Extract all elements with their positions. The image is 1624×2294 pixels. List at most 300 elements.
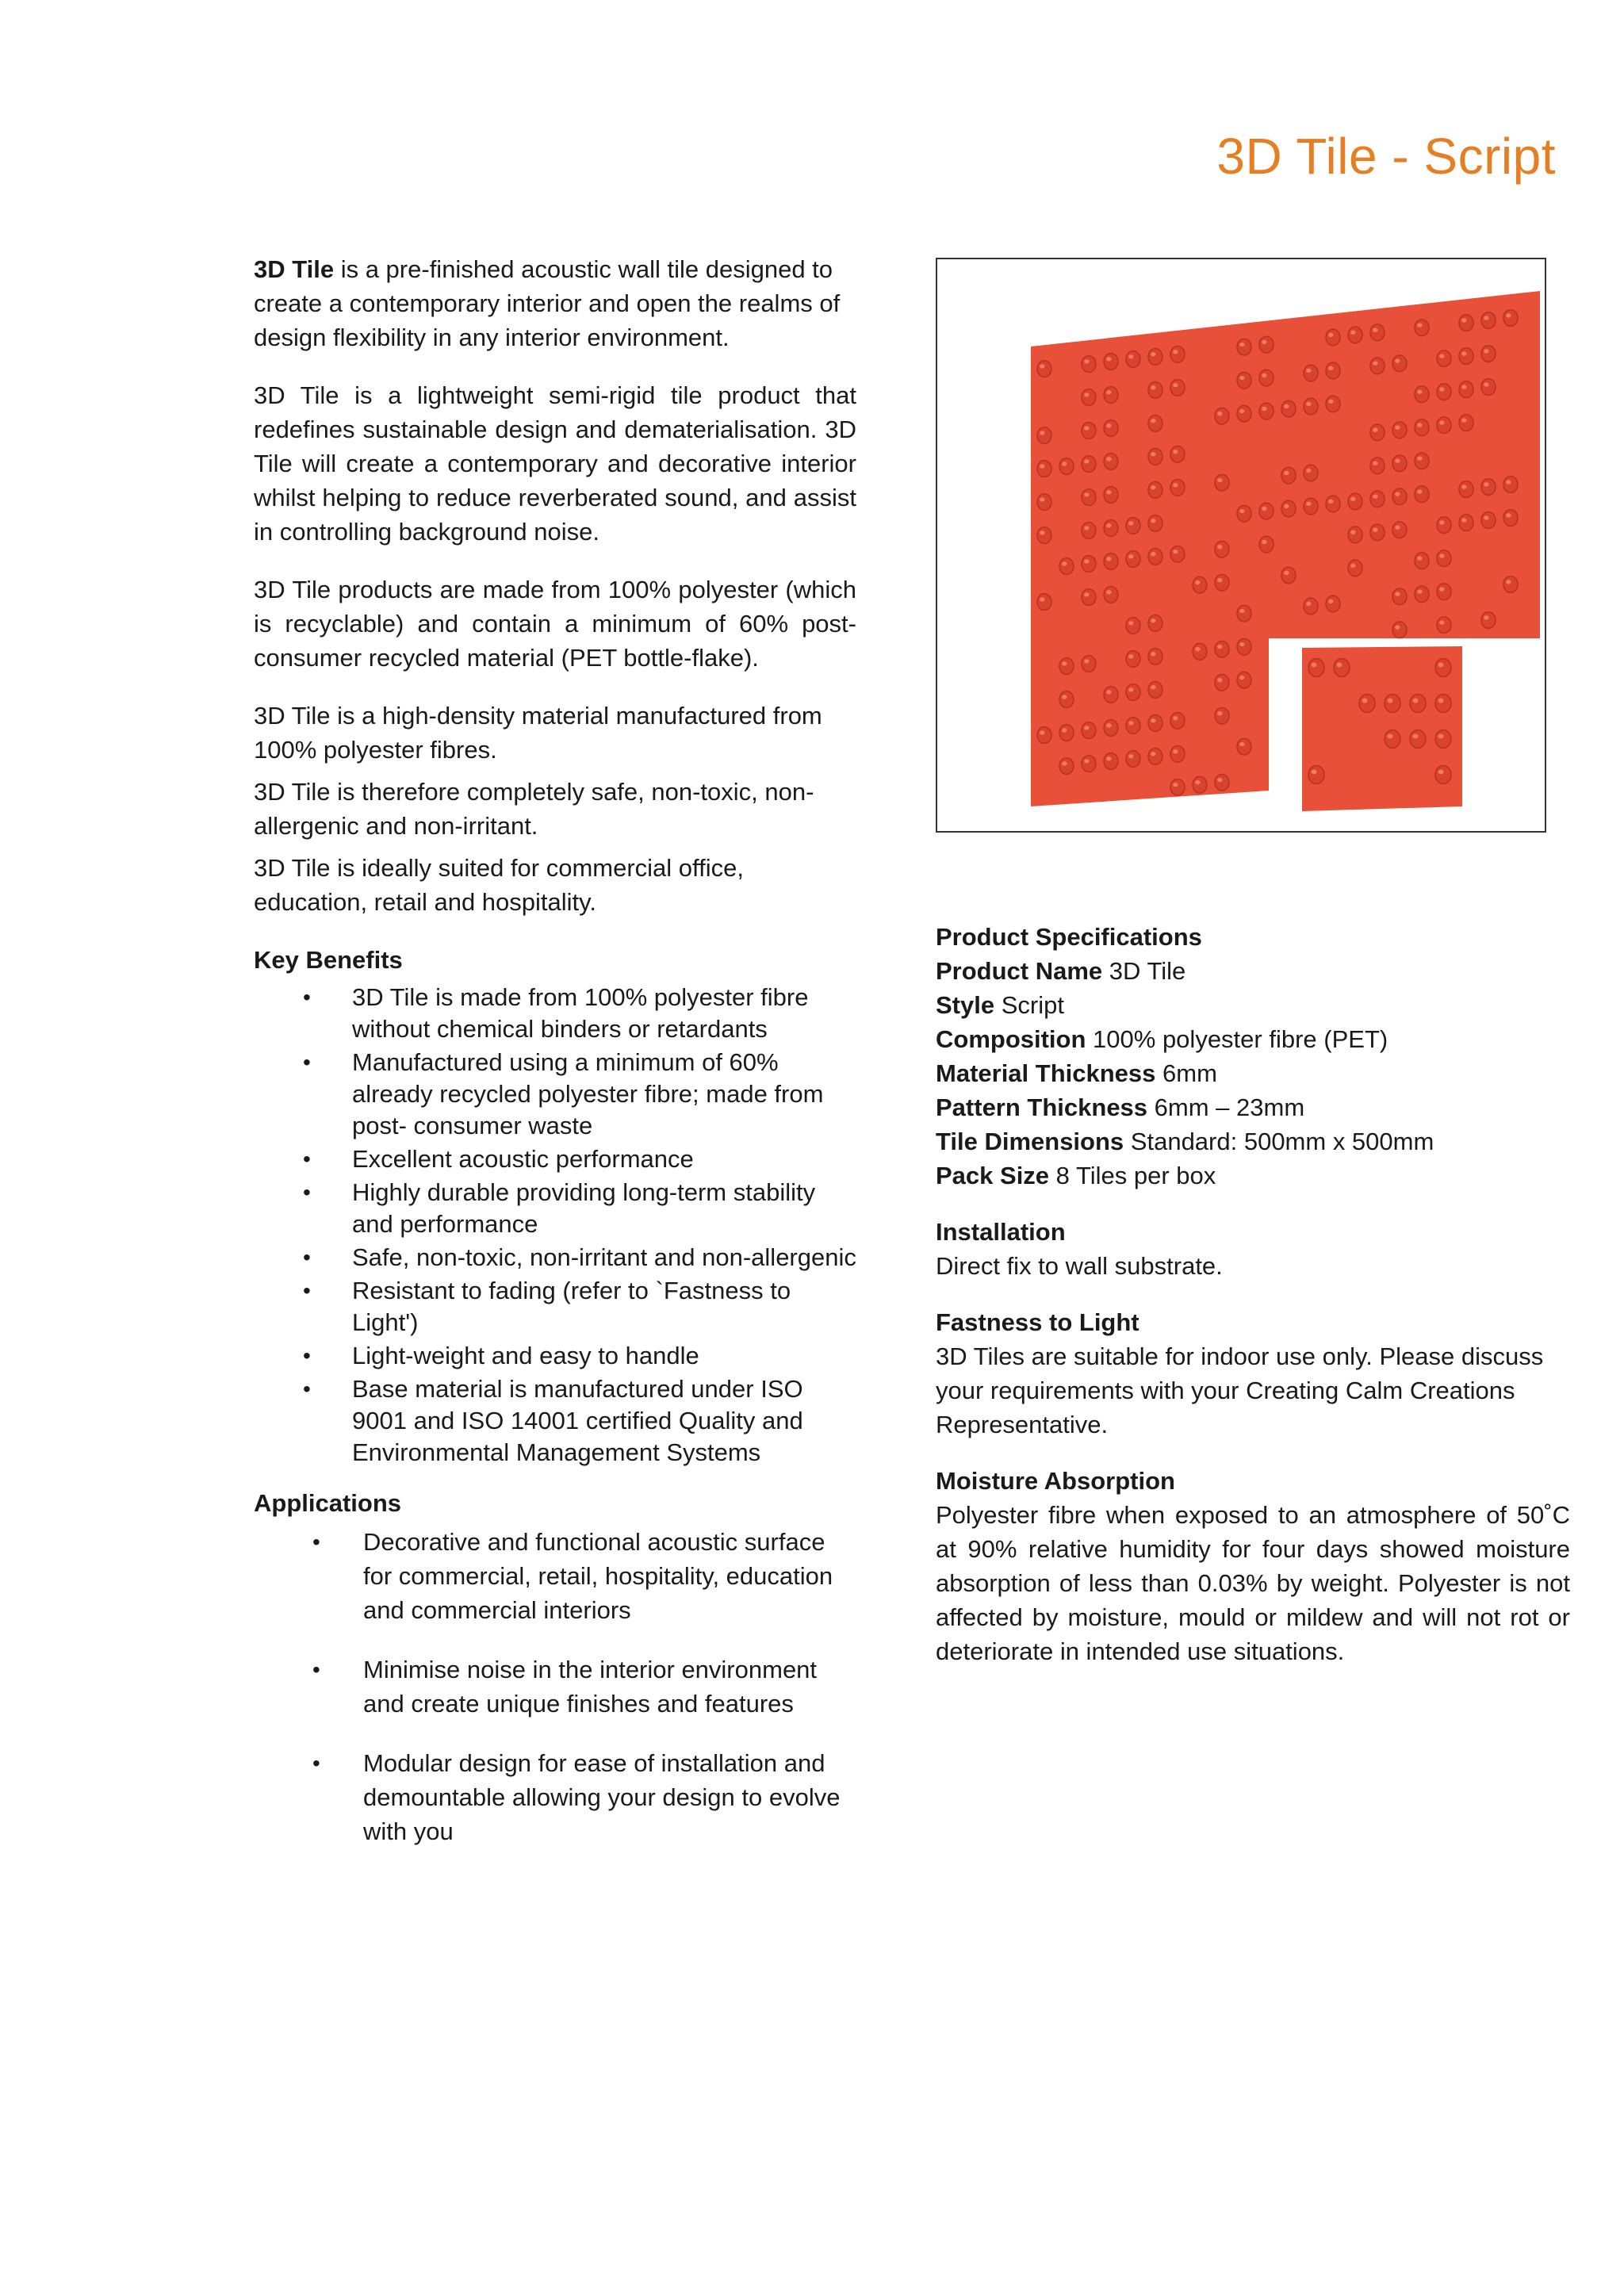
tile-bump-highlight <box>1128 721 1133 725</box>
tile-bump <box>1415 553 1429 569</box>
tile-bump-highlight <box>1106 390 1111 394</box>
spec-key: Pattern Thickness <box>936 1093 1148 1121</box>
tile-bump <box>1237 638 1251 655</box>
tile-bump <box>1215 641 1229 657</box>
tile-bump-highlight <box>1461 518 1466 522</box>
tile-bump-highlight <box>1239 376 1244 380</box>
tile-bump-highlight <box>1395 425 1400 429</box>
tile-bump-highlight <box>1128 521 1133 525</box>
bullet-icon: • <box>312 1530 320 1554</box>
tile-bump <box>1170 745 1185 762</box>
bullet-icon: • <box>312 1657 320 1682</box>
fastness-section <box>936 1305 1570 1442</box>
tile-bump-highlight <box>1239 409 1244 413</box>
tile-bump <box>1037 527 1051 544</box>
tile-bump <box>1348 327 1362 343</box>
tile-bump-highlight <box>1151 752 1155 756</box>
tile-bump <box>1104 487 1118 504</box>
tile-bump-highlight <box>1306 369 1311 373</box>
benefit-text: Resistant to fading (refer to `Fastness to Light') <box>352 1277 791 1336</box>
tile-bump <box>1082 656 1096 672</box>
tile-bump <box>1437 550 1451 567</box>
tile-bump <box>1259 403 1274 419</box>
tile-bump <box>1237 372 1251 389</box>
tile-bump <box>1148 649 1162 665</box>
tile-bump-highlight <box>1151 385 1155 389</box>
tile-bump-highlight <box>1062 761 1067 765</box>
tile-bump-highlight <box>1395 358 1400 362</box>
intro-paragraph-6: 3D Tile is ideally suited for commercial office, education, retail and hospitality. <box>254 854 744 916</box>
tile-bump <box>1370 524 1385 541</box>
left-column <box>254 252 856 1874</box>
tile-bump-highlight <box>1337 663 1342 668</box>
tile-bump <box>1392 355 1407 372</box>
benefit-item <box>254 1143 856 1175</box>
moisture-heading: Moisture Absorption <box>936 1467 1175 1495</box>
tile-bump-highlight <box>1151 718 1155 722</box>
tile-bump <box>1037 461 1051 477</box>
tile-bump-highlight <box>1239 676 1244 680</box>
tile-bump-highlight <box>1173 383 1178 387</box>
tile-bump-highlight <box>1084 726 1089 730</box>
tile-bump <box>1281 467 1296 484</box>
tile-bump <box>1304 598 1318 615</box>
tile-bump-highlight <box>1350 331 1355 335</box>
tile-bump <box>1370 458 1385 474</box>
tile-bump-highlight <box>1084 559 1089 563</box>
tile-bump-highlight <box>1350 497 1355 501</box>
tile-bump-highlight <box>1217 778 1222 782</box>
tile-bump-highlight <box>1395 625 1400 629</box>
tile-bump <box>1237 605 1251 622</box>
tile-bump-highlight <box>1239 509 1244 513</box>
tile-bump-highlight <box>1438 734 1444 739</box>
tile-bump-highlight <box>1328 599 1333 603</box>
tile-bump <box>1437 350 1451 367</box>
moisture-text: Polyester fibre when exposed to an atmosphere of 50˚C at 90% relative humidity for four days showed moisture absorption of less than 0.03% by weight. Polyester is not affected by moisture, mould or mildew and will not rot or deteriorate in intended use situations. <box>936 1501 1570 1665</box>
tile-bump <box>1437 584 1451 600</box>
tile-bump <box>1348 560 1362 576</box>
tile-bump-highlight <box>1395 492 1400 496</box>
tile-bump-highlight <box>1484 615 1488 619</box>
tile-bump-highlight <box>1328 333 1333 337</box>
tile-bump <box>1059 691 1074 708</box>
tile-bump <box>1326 329 1340 346</box>
tile-bump-highlight <box>1128 754 1133 758</box>
tile-bump <box>1392 588 1407 605</box>
tile-bump-highlight <box>1373 495 1377 499</box>
tile-bump <box>1082 389 1096 406</box>
tile-bump-highlight <box>1084 592 1089 596</box>
tile-bump <box>1193 776 1207 793</box>
tile-bump-highlight <box>1461 484 1466 488</box>
tile-bump <box>1104 354 1118 370</box>
tile-bump-highlight <box>1040 364 1044 368</box>
spec-key: Composition <box>936 1025 1086 1053</box>
tile-bump <box>1037 594 1051 611</box>
tile-bump <box>1304 465 1318 481</box>
benefit-text: Light-weight and easy to handle <box>352 1342 699 1369</box>
tile-bump-highlight <box>1461 418 1466 422</box>
intro-paragraph-1 <box>254 252 856 354</box>
bullet-icon: • <box>303 985 311 1009</box>
tile-bump <box>1148 482 1162 499</box>
benefit-text: Safe, non-toxic, non-irritant and non-allergenic <box>352 1243 856 1271</box>
tile-bump-highlight <box>1195 647 1200 651</box>
tile-bump <box>1259 503 1274 519</box>
spec-value: 8 Tiles per box <box>1055 1162 1216 1189</box>
tile-bump-highlight <box>1284 504 1289 508</box>
tile-bump-highlight <box>1128 621 1133 625</box>
tile-bump <box>1082 556 1096 573</box>
tile-bump <box>1148 749 1162 765</box>
tile-bump-highlight <box>1151 652 1155 656</box>
tile-bump <box>1308 659 1324 677</box>
tile-bump <box>1082 456 1096 473</box>
bullet-icon: • <box>303 1050 311 1074</box>
tile-bump-highlight <box>1439 620 1444 624</box>
tile-bump-highlight <box>1262 373 1266 377</box>
tile-bump <box>1148 449 1162 465</box>
tile-bump-highlight <box>1395 525 1400 529</box>
tile-bump <box>1415 486 1429 503</box>
tile-bump-highlight <box>1306 502 1311 506</box>
tile-bump-highlight <box>1306 602 1311 606</box>
tile-bump <box>1481 346 1496 362</box>
tile-bump-highlight <box>1084 459 1089 463</box>
tile-bump-highlight <box>1506 513 1511 517</box>
spec-row-tile-dimensions <box>936 1124 1570 1158</box>
tile-bump <box>1215 408 1229 424</box>
tile-bump <box>1459 515 1473 531</box>
benefit-item <box>254 1177 856 1240</box>
tile-bump <box>1148 416 1162 432</box>
bullet-icon: • <box>303 1245 311 1270</box>
tile-bump <box>1082 356 1096 373</box>
tile-bump-highlight <box>1417 489 1422 493</box>
tile-bump <box>1459 348 1473 365</box>
tile-bump-highlight <box>1362 699 1368 703</box>
benefit-item <box>254 1340 856 1372</box>
tile-bump <box>1437 417 1451 434</box>
tile-bump-highlight <box>1373 328 1377 332</box>
application-text: Decorative and functional acoustic surface for commercial, retail, hospitality, education and commercial interiors <box>363 1528 833 1624</box>
tile-bump <box>1415 586 1429 603</box>
tile-bump <box>1237 505 1251 522</box>
tile-bump <box>1104 720 1118 737</box>
tile-bump <box>1481 612 1496 629</box>
tile-bump-highlight <box>1438 699 1444 703</box>
tile-bump-highlight <box>1151 419 1155 423</box>
tile-bump-highlight <box>1151 485 1155 489</box>
tile-bump-highlight <box>1328 500 1333 504</box>
tile-bump <box>1503 576 1518 593</box>
tile-bump <box>1503 310 1518 327</box>
tile-bump-highlight <box>1173 450 1178 454</box>
tile-bump-highlight <box>1417 323 1422 327</box>
intro-paragraph-3: 3D Tile products are made from 100% polyester (which is recyclable) and contain a minimum of 60% post-consumer recycled material (PET bottle-flake). <box>254 576 856 672</box>
tile-bump <box>1326 396 1340 412</box>
tile-bump <box>1037 494 1051 511</box>
tile-bump-highlight <box>1084 659 1089 663</box>
tile-bump <box>1392 622 1407 638</box>
tile-bump-highlight <box>1151 452 1155 456</box>
tile-bump <box>1392 488 1407 505</box>
tile-bump <box>1259 336 1274 353</box>
tile-bump <box>1435 730 1451 749</box>
tile-bump-highlight <box>1439 553 1444 557</box>
tile-bump-highlight <box>1173 350 1178 354</box>
tile-bump-highlight <box>1106 457 1111 461</box>
tile-bump-highlight <box>1128 354 1133 358</box>
tile-bump <box>1459 315 1473 331</box>
tile-bump <box>1304 365 1318 381</box>
tile-bump-highlight <box>1084 759 1089 763</box>
tile-bump-highlight <box>1350 564 1355 568</box>
spec-key: Product Name <box>936 957 1103 985</box>
tile-bump <box>1148 682 1162 699</box>
tile-bump <box>1170 779 1185 795</box>
spec-value: 6mm <box>1162 1059 1217 1087</box>
tile-bump-highlight <box>1040 464 1044 468</box>
benefit-text: 3D Tile is made from 100% polyester fibre without chemical binders or retardants <box>352 983 809 1043</box>
benefit-item <box>254 1275 856 1338</box>
tile-bump <box>1437 617 1451 634</box>
benefit-item <box>254 1373 856 1469</box>
tile-bump-highlight <box>1306 469 1311 473</box>
application-item <box>254 1525 856 1627</box>
tile-bump-highlight <box>1062 728 1067 732</box>
tile-bump <box>1126 618 1140 634</box>
intro-paragraph-1-text: is a pre-finished acoustic wall tile designed to create a contemporary interior and open the realms of design flexibility in any interior environment. <box>254 255 841 351</box>
tile-bump <box>1215 707 1229 724</box>
tile-bump-highlight <box>1439 520 1444 524</box>
spec-value: 6mm – 23mm <box>1154 1093 1305 1121</box>
tile-bump-highlight <box>1439 420 1444 424</box>
tile-bump <box>1281 567 1296 584</box>
installation-text: Direct fix to wall substrate. <box>936 1252 1223 1280</box>
tile-bump <box>1437 384 1451 400</box>
tile-bump-highlight <box>1484 382 1488 386</box>
tile-bump-highlight <box>1438 663 1444 668</box>
tile-bump-highlight <box>1040 530 1044 534</box>
tile-bump <box>1410 695 1426 713</box>
tile-bump-highlight <box>1506 313 1511 317</box>
tile-bump-highlight <box>1128 654 1133 658</box>
intro-paragraph-2: 3D Tile is a lightweight semi-rigid tile product that redefines sustainable design and dematerialisation. 3D Tile will create a contemporary and decorative interior whilst helping to reduce reverberated sound, and assist in controlling background noise. <box>254 381 856 546</box>
application-item <box>254 1746 856 1848</box>
tile-bump-highlight <box>1151 552 1155 556</box>
tile-bump-highlight <box>1413 699 1419 703</box>
tile-bump <box>1481 379 1496 396</box>
tile-bump-highlight <box>1484 316 1488 320</box>
tile-bump <box>1237 339 1251 355</box>
benefit-item <box>254 1047 856 1142</box>
tile-bump-highlight <box>1373 461 1377 465</box>
tile-bump-highlight <box>1173 783 1178 787</box>
bullet-icon: • <box>312 1751 320 1775</box>
application-text: Minimise noise in the interior environment and create unique finishes and features <box>363 1656 818 1718</box>
tile-bump <box>1037 727 1051 744</box>
tile-bump <box>1459 415 1473 431</box>
tile-bump-highlight <box>1040 730 1044 734</box>
tile-bump-highlight <box>1062 561 1067 565</box>
spec-key: Tile Dimensions <box>936 1128 1124 1155</box>
tile-bump <box>1148 382 1162 399</box>
tile-bump-highlight <box>1106 423 1111 427</box>
tile-bump-highlight <box>1262 340 1266 344</box>
tile-bump-highlight <box>1328 366 1333 370</box>
tile-bump <box>1148 615 1162 632</box>
tile-bump-highlight <box>1084 492 1089 496</box>
tile-bump <box>1126 718 1140 734</box>
tile-bump <box>1215 674 1229 691</box>
application-item <box>254 1653 856 1721</box>
tile-bump-highlight <box>1417 556 1422 560</box>
fastness-heading: Fastness to Light <box>936 1308 1139 1336</box>
tile-bump-highlight <box>1217 578 1222 582</box>
tile-bump <box>1308 766 1324 784</box>
tile-bump <box>1385 695 1400 713</box>
tile-bump <box>1410 730 1426 749</box>
tile-bump-highlight <box>1373 362 1377 366</box>
tile-illustration <box>937 259 1545 831</box>
tile-bump-highlight <box>1506 580 1511 584</box>
tile-bump <box>1126 551 1140 568</box>
tile-bump-highlight <box>1106 756 1111 760</box>
tile-bump-highlight <box>1395 458 1400 462</box>
tile-bump <box>1104 454 1118 470</box>
tile-bump-highlight <box>1040 597 1044 601</box>
tile-bump <box>1104 687 1118 703</box>
benefit-text: Highly durable providing long-term stability and performance <box>352 1178 816 1238</box>
intro-paragraph-5: 3D Tile is therefore completely safe, non-toxic, non-allergenic and non-irritant. <box>254 778 814 840</box>
bullet-icon: • <box>303 1343 311 1368</box>
tile-bump <box>1392 422 1407 439</box>
tile-bump-highlight <box>1284 404 1289 408</box>
spec-row-pattern-thickness <box>936 1090 1570 1124</box>
tile-bump <box>1459 481 1473 498</box>
tile-bump-highlight <box>1217 545 1222 549</box>
tile-bump <box>1281 500 1296 517</box>
tile-bump-highlight <box>1461 318 1466 322</box>
tile-bump-highlight <box>1173 716 1178 720</box>
tile-bump-highlight <box>1373 428 1377 432</box>
tile-bump <box>1104 553 1118 570</box>
tile-bump <box>1170 546 1185 562</box>
right-column <box>936 920 1570 1668</box>
tile-bump <box>1104 587 1118 603</box>
tile-bump-highlight <box>1438 770 1444 775</box>
tile-bump-highlight <box>1151 685 1155 689</box>
tile-bump-highlight <box>1062 661 1067 665</box>
installation-heading: Installation <box>936 1218 1066 1246</box>
tile-bump <box>1415 453 1429 469</box>
tile-bump-highlight <box>1040 497 1044 501</box>
tile-bump-highlight <box>1195 780 1200 784</box>
tile-bump <box>1193 576 1207 593</box>
tile-bump <box>1415 320 1429 336</box>
tile-bump-highlight <box>1484 349 1488 353</box>
tile-bump <box>1148 549 1162 565</box>
tile-bump-highlight <box>1106 690 1111 694</box>
tile-bump-highlight <box>1413 734 1419 739</box>
tile-bump <box>1126 751 1140 768</box>
tile-bump-highlight <box>1350 530 1355 534</box>
tile-bump-highlight <box>1262 507 1266 511</box>
tile-bump <box>1481 512 1496 529</box>
tile-bump <box>1392 522 1407 538</box>
spec-row-material-thickness <box>936 1056 1570 1090</box>
tile-bump-highlight <box>1262 540 1266 544</box>
tile-bump-highlight <box>1506 480 1511 484</box>
tile-bump <box>1215 474 1229 491</box>
tile-bump <box>1370 358 1385 374</box>
tile-bump-highlight <box>1239 642 1244 646</box>
tile-bump <box>1148 715 1162 732</box>
key-benefits-list <box>254 982 856 1469</box>
tile-bump <box>1104 520 1118 537</box>
tile-bump-highlight <box>1106 490 1111 494</box>
benefit-item <box>254 982 856 1045</box>
benefit-text: Excellent acoustic performance <box>352 1145 694 1173</box>
tile-bump <box>1415 419 1429 436</box>
tile-bump-highlight <box>1417 589 1422 593</box>
installation-section <box>936 1215 1570 1283</box>
tile-bump-highlight <box>1388 699 1393 703</box>
tile-bump <box>1435 659 1451 677</box>
tile-bump <box>1370 324 1385 341</box>
tile-bump <box>1304 498 1318 515</box>
tile-bump-highlight <box>1373 528 1377 532</box>
tile-bump <box>1215 774 1229 791</box>
tile-bump <box>1037 427 1051 444</box>
spec-row-style <box>936 988 1570 1022</box>
tile-bump <box>1082 523 1096 539</box>
tile-bump <box>1082 489 1096 506</box>
tile-bump-highlight <box>1284 571 1289 575</box>
bullet-icon: • <box>303 1278 311 1303</box>
spec-key: Pack Size <box>936 1162 1050 1189</box>
tile-bump-highlight <box>1417 456 1422 460</box>
tile-bump-highlight <box>1239 343 1244 347</box>
tile-bump-highlight <box>1151 352 1155 356</box>
applications-heading: Applications <box>254 1489 402 1517</box>
tile-bump-highlight <box>1217 412 1222 416</box>
tile-bump <box>1304 398 1318 415</box>
tile-bump-highlight <box>1062 461 1067 465</box>
tile-bump-highlight <box>1217 645 1222 649</box>
moisture-section <box>936 1464 1570 1668</box>
tile-bump <box>1237 738 1251 755</box>
tile-bump <box>1082 589 1096 606</box>
tile-bump-highlight <box>1084 359 1089 363</box>
benefit-item <box>254 1242 856 1273</box>
spec-key: Material Thickness <box>936 1059 1156 1087</box>
tile-bump <box>1370 424 1385 441</box>
tile-bump <box>1281 400 1296 417</box>
tile-bump <box>1082 423 1096 439</box>
tile-bump-highlight <box>1417 423 1422 427</box>
tile-bump-highlight <box>1106 557 1111 561</box>
tile-bump <box>1148 515 1162 532</box>
tile-bump <box>1481 479 1496 496</box>
benefit-text: Base material is manufactured under ISO 9001 and ISO 14001 certified Quality and Environmental Management Systems <box>352 1375 803 1466</box>
spec-row-composition <box>936 1022 1570 1056</box>
tile-bump-highlight <box>1439 587 1444 591</box>
tile-bump <box>1435 695 1451 713</box>
tile-bump-highlight <box>1217 478 1222 482</box>
